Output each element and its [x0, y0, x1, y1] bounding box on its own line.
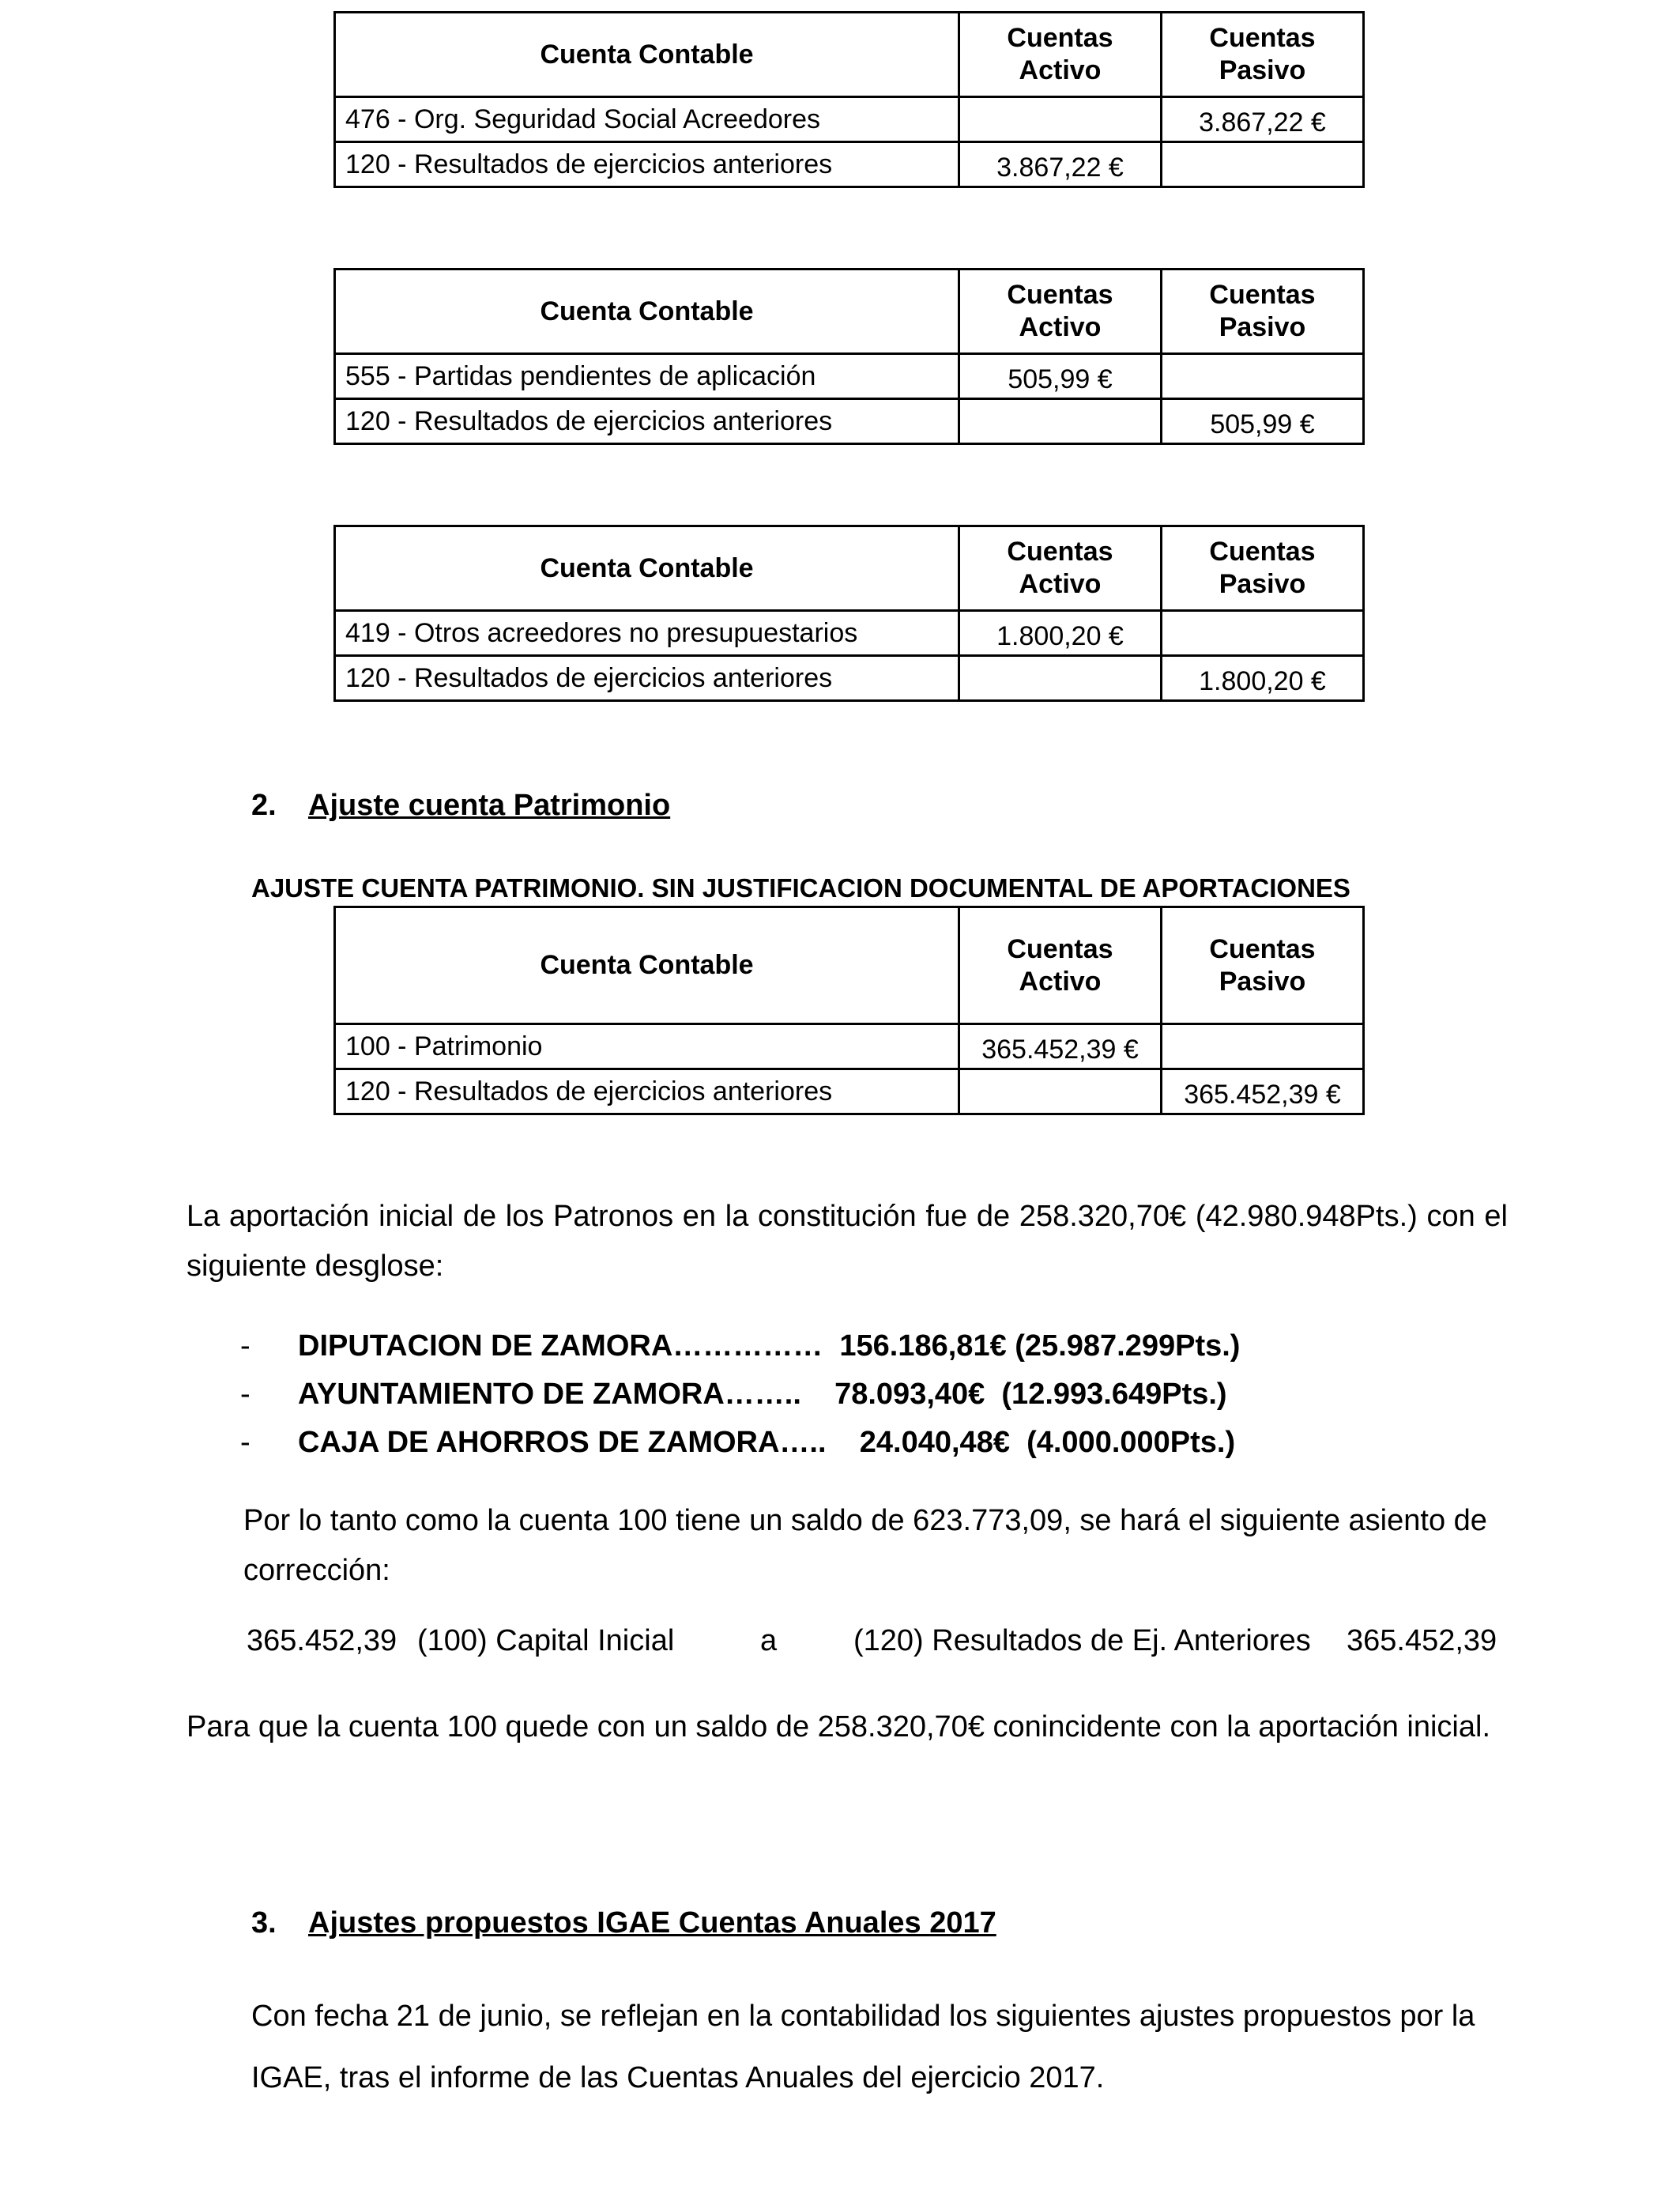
account-name: 555 - Partidas pendientes de aplicación — [335, 354, 959, 399]
pasivo-value — [1162, 611, 1364, 656]
pasivo-value — [1162, 354, 1364, 399]
activo-value: 3.867,22 € — [959, 142, 1162, 187]
igae-paragraph: Con fecha 21 de junio, se reflejan en la contabilidad los siguientes ajustes propuestos por la IGAE, tras el informe de las Cuentas Anuales del ejercicio 2017. — [251, 2000, 1475, 2094]
entry-credit-account: (120) Resultados de Ej. Anteriores — [853, 1624, 1311, 1657]
account-name: 100 - Patrimonio — [335, 1024, 959, 1069]
list-item-text: AYUNTAMIENTO DE ZAMORA…….. 78.093,40€ (12.993.649Pts.) — [298, 1378, 1227, 1411]
section-3-heading — [251, 1906, 996, 1940]
table-row — [335, 1024, 1364, 1069]
entry-amount-left: 365.452,39 — [247, 1624, 397, 1657]
entry-connector: a — [760, 1624, 778, 1657]
account-table-2 — [333, 268, 1365, 445]
header-cuenta-contable: Cuenta Contable — [335, 907, 959, 1024]
account-name: 120 - Resultados de ejercicios anteriores — [335, 1069, 959, 1114]
activo-value — [959, 97, 1162, 142]
result-paragraph: Para que la cuenta 100 quede con un saldo de 258.320,70€ conincidente con la aportación inicial. — [186, 1710, 1491, 1744]
activo-value: 1.800,20 € — [959, 611, 1162, 656]
entry-amount-right: 365.452,39 — [1347, 1624, 1497, 1657]
table-row — [335, 354, 1364, 399]
header-cuentas-pasivo: Cuentas Pasivo — [1162, 13, 1364, 97]
correction-paragraph: Por lo tanto como la cuenta 100 tiene un saldo de 623.773,09, se hará el siguiente asiento de corrección: — [243, 1504, 1487, 1587]
intro-paragraph: La aportación inicial de los Patronos en la constitución fue de 258.320,70€ (42.980.948Pts.) con el siguiente desglose: — [186, 1200, 1508, 1283]
activo-value — [959, 656, 1162, 701]
list-item — [240, 1370, 1240, 1419]
pasivo-value — [1162, 1024, 1364, 1069]
section-number: 3. — [251, 1906, 277, 1940]
table-row — [335, 142, 1364, 187]
account-name: 120 - Resultados de ejercicios anteriores — [335, 142, 959, 187]
header-cuentas-pasivo: Cuentas Pasivo — [1162, 270, 1364, 354]
table-row — [335, 611, 1364, 656]
list-dash: - — [240, 1378, 250, 1411]
activo-value — [959, 399, 1162, 444]
account-table-3 — [333, 525, 1365, 702]
header-cuentas-activo: Cuentas Activo — [959, 13, 1162, 97]
table-caption: AJUSTE CUENTA PATRIMONIO. SIN JUSTIFICACION DOCUMENTAL DE APORTACIONES — [251, 873, 1350, 903]
pasivo-value: 1.800,20 € — [1162, 656, 1364, 701]
pasivo-value — [1162, 142, 1364, 187]
account-name: 120 - Resultados de ejercicios anteriores — [335, 399, 959, 444]
header-cuenta-contable: Cuenta Contable — [335, 270, 959, 354]
account-table-4 — [333, 906, 1365, 1115]
activo-value: 505,99 € — [959, 354, 1162, 399]
entry-debit-account: (100) Capital Inicial — [417, 1624, 675, 1657]
section-title: Ajuste cuenta Patrimonio — [308, 789, 671, 822]
table-row — [335, 399, 1364, 444]
header-cuentas-activo: Cuentas Activo — [959, 907, 1162, 1024]
accounting-entry — [243, 1624, 1508, 1672]
activo-value: 365.452,39 € — [959, 1024, 1162, 1069]
header-cuenta-contable: Cuenta Contable — [335, 526, 959, 611]
list-item-text: CAJA DE AHORROS DE ZAMORA….. 24.040,48€ (4.000.000Pts.) — [298, 1426, 1236, 1459]
header-cuentas-pasivo: Cuentas Pasivo — [1162, 907, 1364, 1024]
account-name: 419 - Otros acreedores no presupuestarios — [335, 611, 959, 656]
list-dash: - — [240, 1329, 250, 1363]
pasivo-value: 365.452,39 € — [1162, 1069, 1364, 1114]
table-row — [335, 97, 1364, 142]
account-name: 476 - Org. Seguridad Social Acreedores — [335, 97, 959, 142]
header-cuenta-contable: Cuenta Contable — [335, 13, 959, 97]
account-name: 120 - Resultados de ejercicios anteriores — [335, 656, 959, 701]
activo-value — [959, 1069, 1162, 1114]
list-item — [240, 1419, 1240, 1467]
pasivo-value: 3.867,22 € — [1162, 97, 1364, 142]
table-row — [335, 656, 1364, 701]
list-item — [240, 1322, 1240, 1370]
contribution-list — [240, 1322, 1240, 1467]
section-2-heading — [251, 789, 670, 823]
header-cuentas-activo: Cuentas Activo — [959, 270, 1162, 354]
table-row — [335, 1069, 1364, 1114]
header-cuentas-pasivo: Cuentas Pasivo — [1162, 526, 1364, 611]
list-item-text: DIPUTACION DE ZAMORA…………… 156.186,81€ (25.987.299Pts.) — [298, 1329, 1241, 1363]
section-title: Ajustes propuestos IGAE Cuentas Anuales 2017 — [308, 1906, 996, 1940]
section-number: 2. — [251, 789, 277, 822]
account-table-1 — [333, 11, 1365, 188]
pasivo-value: 505,99 € — [1162, 399, 1364, 444]
list-dash: - — [240, 1426, 250, 1459]
header-cuentas-activo: Cuentas Activo — [959, 526, 1162, 611]
